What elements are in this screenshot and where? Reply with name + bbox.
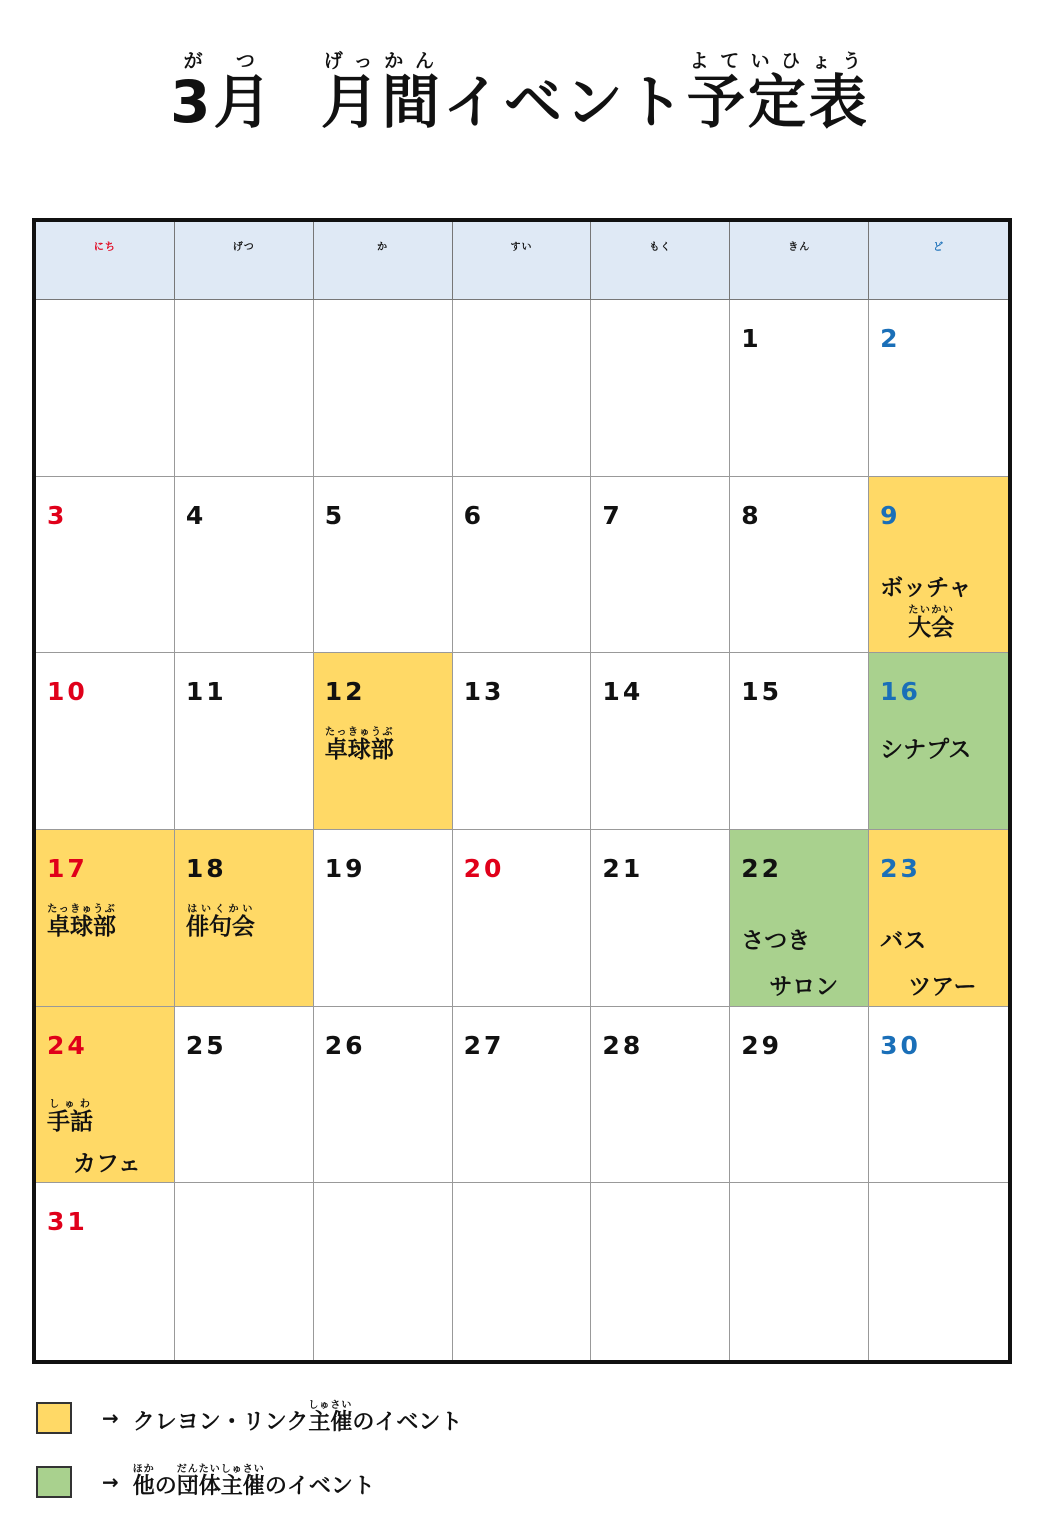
- weekday-label: [510, 242, 532, 280]
- weekday-header: [453, 222, 592, 300]
- day-cell: [730, 1007, 869, 1184]
- day-number: 29: [741, 1030, 783, 1060]
- day-cell: [591, 830, 730, 1007]
- event-text-reading: たいかい: [908, 604, 955, 616]
- event-label: [880, 731, 971, 764]
- legend-label: [133, 1464, 375, 1500]
- day-number: 10: [47, 677, 88, 707]
- event-label: [186, 904, 255, 941]
- day-number: 24: [47, 1030, 88, 1060]
- day-number: 17: [47, 854, 88, 883]
- weekday-label: [377, 242, 388, 280]
- empty-day-cell: [314, 1183, 453, 1360]
- event-label: [47, 1099, 93, 1136]
- event-text-reading: たっきゅうぶ: [324, 727, 394, 739]
- weekday-label: [933, 242, 944, 280]
- event-label: [741, 922, 810, 955]
- event-label: [880, 922, 926, 955]
- legend-part-reading: しゅさい: [308, 1400, 353, 1411]
- legend-crayon-link: [36, 1400, 462, 1436]
- day-cell: [869, 653, 1008, 830]
- day-cell: [314, 1007, 453, 1184]
- day-cell: [36, 1183, 175, 1360]
- title-part-reading: げっかん: [320, 50, 443, 72]
- event-text-reading: しゅわ: [47, 1098, 93, 1110]
- legend-part: [176, 1464, 265, 1499]
- empty-day-cell: [591, 1183, 730, 1360]
- event-label: [880, 569, 971, 602]
- day-number: 21: [602, 854, 644, 883]
- weekday-header: [314, 222, 453, 300]
- legend-part: クレヨン・リンク: [132, 1410, 309, 1435]
- page-title-wrapper: [0, 50, 1040, 138]
- empty-day-cell: [453, 1183, 592, 1360]
- event-text: カフェ: [73, 1150, 141, 1177]
- legend-swatch-green: [36, 1466, 72, 1498]
- day-number: 18: [185, 854, 227, 883]
- arrow-icon: →: [102, 1470, 119, 1494]
- empty-day-cell: [869, 1183, 1008, 1360]
- day-number: 1: [741, 324, 762, 353]
- weekday-label-reading: きん: [788, 241, 811, 253]
- day-number: 26: [324, 1030, 366, 1060]
- legend-part-text: 他: [132, 1474, 155, 1499]
- day-cell: [869, 1007, 1008, 1184]
- day-number: 9: [880, 500, 901, 530]
- weekday-label-reading: か: [377, 241, 389, 253]
- day-cell: [869, 477, 1008, 654]
- day-cell: [175, 653, 314, 830]
- title-part: イベント: [442, 68, 687, 136]
- day-number: 13: [463, 677, 505, 707]
- day-cell: [730, 300, 869, 477]
- legend-part: [132, 1464, 155, 1499]
- day-number: 5: [324, 500, 346, 530]
- title-part-text: 予定表: [686, 68, 870, 136]
- event-label: [47, 904, 116, 941]
- event-text: [47, 1098, 93, 1135]
- day-number: 2: [880, 324, 901, 353]
- weekday-label-reading: げつ: [232, 241, 255, 253]
- title-part: [274, 68, 320, 136]
- event-text-text: 俳句会: [185, 914, 255, 940]
- day-cell: [36, 1007, 175, 1184]
- event-text: [908, 604, 955, 641]
- day-cell: [730, 477, 869, 654]
- event-text: [324, 727, 394, 764]
- event-text-text: 手話: [47, 1108, 93, 1135]
- event-label: [73, 1145, 141, 1178]
- legend-part-text: 主催: [308, 1410, 353, 1435]
- day-number: 19: [324, 854, 366, 883]
- day-cell: [36, 653, 175, 830]
- day-cell: [36, 830, 175, 1007]
- weekday-header: [730, 222, 869, 300]
- day-cell: [730, 653, 869, 830]
- day-cell: [175, 830, 314, 1007]
- event-text-reading: たっきゅうぶ: [47, 904, 116, 915]
- empty-day-cell: [591, 300, 730, 477]
- legend-part: の: [154, 1474, 177, 1499]
- event-label: [908, 968, 976, 1001]
- weekday-header: [36, 222, 175, 300]
- day-number: 6: [463, 500, 484, 530]
- day-cell: [314, 830, 453, 1007]
- day-number: 27: [463, 1030, 505, 1060]
- day-cell: [453, 830, 592, 1007]
- day-number: 30: [880, 1030, 921, 1060]
- title-part-reading: よていひょう: [686, 50, 870, 72]
- empty-day-cell: [175, 300, 314, 477]
- day-number: 28: [602, 1030, 644, 1060]
- event-text-text: 大会: [908, 614, 955, 641]
- day-number: 8: [741, 500, 762, 530]
- title-part: [686, 50, 870, 136]
- legend-part-text: 団体主催: [176, 1474, 265, 1499]
- empty-day-cell: [175, 1183, 314, 1360]
- event-text: サロン: [769, 974, 839, 1000]
- weekday-label-reading: にち: [93, 241, 116, 253]
- weekday-header: [175, 222, 314, 300]
- day-number: 7: [602, 500, 623, 530]
- weekday-header: [591, 222, 730, 300]
- event-text: ツアー: [908, 974, 977, 1000]
- event-text: ボッチャ: [880, 574, 972, 601]
- event-text-reading: はいくかい: [185, 904, 255, 915]
- legend-label: [133, 1400, 463, 1436]
- legend-part-reading: だんたいしゅさい: [176, 1464, 265, 1475]
- title-part-text: 月間: [320, 68, 443, 136]
- day-cell: [453, 1007, 592, 1184]
- day-number: 20: [463, 854, 505, 883]
- title-part-reading: がつ: [170, 50, 275, 72]
- day-number: 12: [324, 677, 366, 707]
- day-cell: [453, 477, 592, 654]
- weekday-label: [94, 242, 116, 280]
- day-number: 31: [47, 1207, 88, 1237]
- day-cell: [591, 653, 730, 830]
- day-cell: [314, 477, 453, 654]
- weekday-label: [649, 242, 671, 280]
- weekday-label: [788, 242, 810, 280]
- event-text: バス: [880, 928, 927, 954]
- day-number: 14: [602, 677, 644, 707]
- day-cell: [730, 830, 869, 1007]
- event-text: シナプス: [880, 737, 972, 764]
- legend-part: [308, 1400, 353, 1435]
- arrow-icon: →: [102, 1406, 119, 1430]
- day-cell: [453, 653, 592, 830]
- weekday-label-reading: すい: [510, 241, 533, 253]
- title-part-text: 3月: [170, 68, 275, 136]
- day-cell: [869, 830, 1008, 1007]
- day-number: 4: [185, 500, 207, 530]
- day-cell: [175, 1007, 314, 1184]
- event-text: さつき: [741, 928, 811, 954]
- empty-day-cell: [453, 300, 592, 477]
- day-number: 3: [47, 500, 68, 530]
- event-text: [185, 904, 255, 940]
- empty-day-cell: [36, 300, 175, 477]
- legend-part: のイベント: [352, 1410, 463, 1435]
- legend-other-group: [36, 1464, 375, 1500]
- event-label: [769, 968, 838, 1001]
- legend-part: のイベント: [264, 1474, 375, 1499]
- calendar-grid: [32, 218, 1012, 1364]
- day-cell: [175, 477, 314, 654]
- day-cell: [591, 1007, 730, 1184]
- empty-day-cell: [730, 1183, 869, 1360]
- weekday-header: [869, 222, 1008, 300]
- day-cell: [314, 653, 453, 830]
- event-text-text: 卓球部: [47, 914, 116, 940]
- day-number: 22: [741, 854, 783, 883]
- day-cell: [591, 477, 730, 654]
- event-label: [325, 727, 394, 764]
- event-label: [908, 605, 954, 642]
- weekday-label: [233, 242, 255, 280]
- day-number: 15: [741, 677, 783, 707]
- day-cell: [869, 300, 1008, 477]
- day-number: 25: [185, 1030, 227, 1060]
- legend-swatch-orange: [36, 1402, 72, 1434]
- empty-day-cell: [314, 300, 453, 477]
- event-text: [47, 904, 116, 940]
- weekday-label-reading: ど: [933, 241, 945, 253]
- day-number: 23: [880, 854, 921, 883]
- event-text-text: 卓球部: [324, 737, 394, 764]
- day-number: 16: [880, 677, 921, 707]
- weekday-label-reading: もく: [649, 241, 672, 253]
- title-part: [170, 50, 275, 136]
- title-part: [320, 50, 443, 136]
- legend-part-reading: ほか: [132, 1464, 155, 1475]
- day-cell: [36, 477, 175, 654]
- day-number: 11: [185, 677, 227, 707]
- page-title: [0, 50, 1040, 138]
